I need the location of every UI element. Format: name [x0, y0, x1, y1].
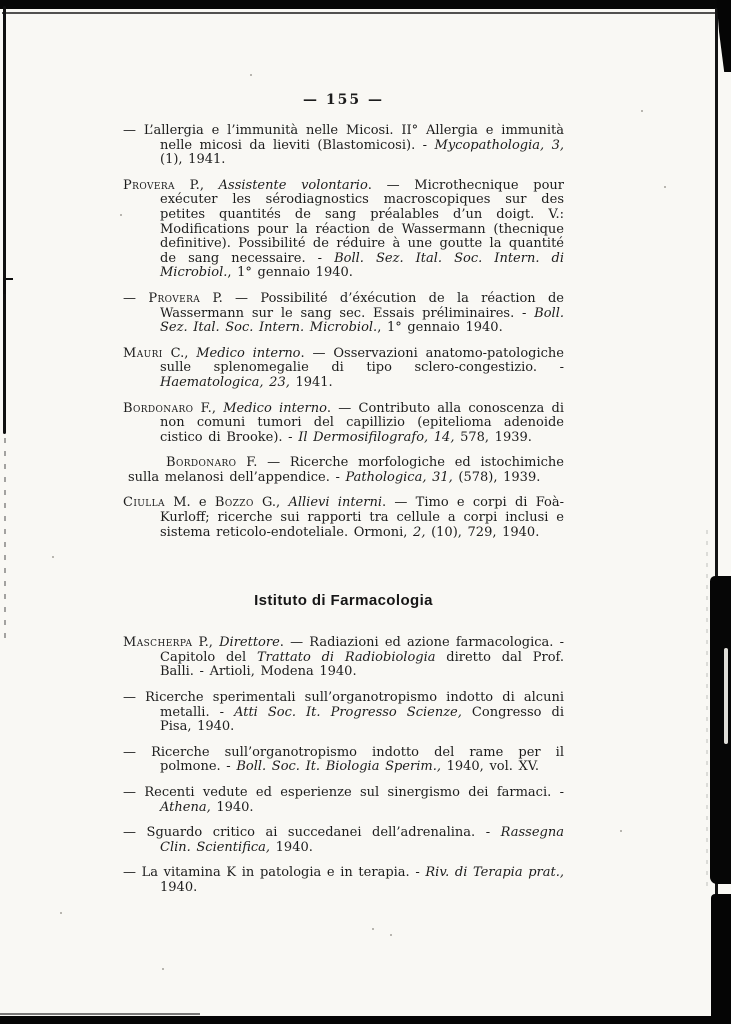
- entry-segment: — L’allergia e l’immunità nelle Micosi. II° Allergia e immunità nelle micosi da lieviti (Blastomicosi). -: [123, 123, 564, 153]
- entry-segment: — Sguardo critico ai succedanei dell’adrenalina. -: [123, 825, 501, 841]
- entry-segment: — Recenti vedute ed esperienze sul sinergismo dei farmaci. -: [123, 785, 564, 800]
- entry-segment: (1), 1941.: [160, 152, 226, 168]
- entry-segment: Medico interno: [196, 345, 301, 361]
- entry-segment: Rassegna Clin. Scientifica,: [160, 825, 564, 855]
- page-number: — 155 —: [303, 92, 384, 108]
- entry-segment: . — Microthecnique pour exécuter les sérodiagnostics macroscopiques sur des petites quantités de sang préalables d’un doigt. V.: Modifications pour la réaction de Wassermann (thecnique definitive). Possibilité de réduire à une goutte la quantité de sang necessaire. -: [160, 177, 564, 266]
- entry-segment: Provera: [148, 290, 201, 306]
- entry-segment: — Ricerche sull’organotropismo indotto del rame per il polmone. -: [123, 744, 564, 775]
- entry-segment: . — Timo e corpi di Foà-Kurloff; ricerche sui rapporti tra cellule a corpi inclusi e sistema reticolo-endoteliale. Ormoni,: [160, 495, 564, 540]
- bibliography-entry: [123, 636, 564, 680]
- entry-segment: , 1° gennaio 1940.: [377, 320, 503, 336]
- entry-segment: Pathologica, 31,: [345, 469, 453, 485]
- entry-segment: F. — Ricerche morfologiche ed istochimiche sulla melanosi dell’appendice. -: [128, 455, 564, 485]
- entry-segment: Trattato di Radiobiologia: [256, 649, 436, 665]
- scan-edge-left-mark: [3, 278, 13, 294]
- entry-segment: Bordonaro: [166, 455, 237, 471]
- entry-segment: Boll. Soc. It. Biologia Sperim.,: [236, 759, 441, 775]
- section-heading: Istituto di Farmacologia: [254, 592, 433, 610]
- bibliography-entry: [123, 456, 564, 485]
- entry-segment: 1940.: [160, 879, 198, 895]
- bibliography-entry: [123, 124, 564, 168]
- entry-segment: Haematologica, 23,: [160, 374, 290, 390]
- entry-segment: —: [123, 290, 149, 306]
- entry-segment: . — Osservazioni anatomo-patologiche sulle splenomegalie di tipo sclero-congestizio. -: [160, 345, 564, 376]
- bibliography-entry: [123, 292, 564, 336]
- scan-edge-left: [3, 6, 6, 434]
- bibliography-entry: [123, 866, 564, 895]
- page-curvature-shadow: [706, 530, 708, 890]
- entry-segment: 1940.: [270, 839, 313, 855]
- entry-segment: . — Contributo alla conoscenza di non comuni tumori del capillizio (epitelioma adenoide cistico di Brooke). -: [160, 400, 564, 445]
- entry-segment: Direttore: [219, 635, 280, 651]
- entry-segment: Mauri: [123, 345, 163, 361]
- bibliography-entry: [123, 402, 564, 446]
- scan-blob-bottom-right: [711, 894, 731, 1024]
- entry-segment: Boll. Sez. Ital. Soc. Intern. di Microbiol.: [160, 250, 564, 281]
- bibliography-entry: [123, 746, 564, 775]
- entry-segment: G.,: [253, 495, 289, 511]
- entry-segment: (10), 729, 1940.: [425, 524, 540, 540]
- scan-edge-bottom: [0, 1016, 731, 1024]
- bibliography-entry: [123, 496, 564, 540]
- bibliography-entry: [123, 826, 564, 855]
- bibliography: [123, 124, 564, 896]
- entry-segment: Il Dermosifilografo, 14,: [298, 429, 455, 445]
- entry-segment: P.,: [192, 635, 220, 651]
- entry-segment: 1940, vol. XV.: [440, 759, 540, 775]
- entry-segment: C.,: [162, 345, 197, 361]
- entry-segment: Bordonaro: [123, 400, 194, 416]
- scan-edge-left-faint: [4, 438, 6, 638]
- text-column: [123, 92, 564, 907]
- entry-segment: Assistente volontario: [218, 177, 368, 193]
- entry-segment: 1941.: [289, 374, 333, 390]
- entry-segment: , 1° gennaio 1940.: [227, 265, 353, 281]
- entry-segment: Boll. Sez. Ital. Soc. Intern. Microbiol.: [160, 305, 564, 336]
- entry-segment: M. e: [164, 495, 215, 511]
- scan-edge-top-line: [2, 12, 721, 14]
- entry-segment: — La vitamina K in patologia e in terapia. -: [123, 865, 426, 881]
- entry-segment: Provera: [123, 177, 175, 193]
- entry-segment: 1940.: [210, 799, 254, 815]
- entry-segment: Athena,: [160, 799, 211, 815]
- entry-segment: 578, 1939.: [454, 429, 532, 445]
- entry-segment: Congresso di Pisa, 1940.: [160, 704, 564, 735]
- entry-segment: 2,: [413, 524, 426, 540]
- entry-segment: . — Radiazioni ed azione farmacologica. - Capitolo del: [160, 635, 564, 665]
- entry-segment: Riv. di Terapia prat.,: [425, 865, 564, 881]
- entry-segment: Medico interno: [223, 400, 327, 416]
- entry-segment: P.,: [174, 177, 219, 193]
- bibliography-entry: [123, 691, 564, 735]
- entry-segment: (578), 1939.: [452, 469, 541, 485]
- entry-segment: Mascherpa: [123, 635, 193, 651]
- entry-segment: F.,: [193, 400, 224, 416]
- bibliography-entry: [123, 179, 564, 281]
- entry-segment: Ciulla: [123, 495, 165, 511]
- scan-edge-top: [0, 0, 731, 9]
- entry-segment: Allievi interni: [288, 495, 382, 511]
- entry-segment: P. — Possibilité d’éxécution de la réaction de Wassermann sur le sang sec. Essais préliminaires. -: [160, 290, 564, 321]
- entry-segment: — Ricerche sperimentali sull’organotropismo indotto di alcuni metalli. -: [123, 690, 564, 720]
- entry-segment: Bozzo: [214, 495, 254, 511]
- bibliography-entry: [123, 347, 564, 391]
- scan-blob-mid-notch: [724, 648, 728, 744]
- bibliography-entry: [123, 786, 564, 815]
- scan-edge-bottom-line: [0, 1013, 200, 1015]
- entry-segment: diretto dal Prof. Balli. - Artioli, Modena 1940.: [160, 649, 564, 680]
- entry-segment: Mycopathologia, 3,: [434, 137, 565, 153]
- entry-segment: Atti Soc. It. Progresso Scienze,: [234, 704, 462, 720]
